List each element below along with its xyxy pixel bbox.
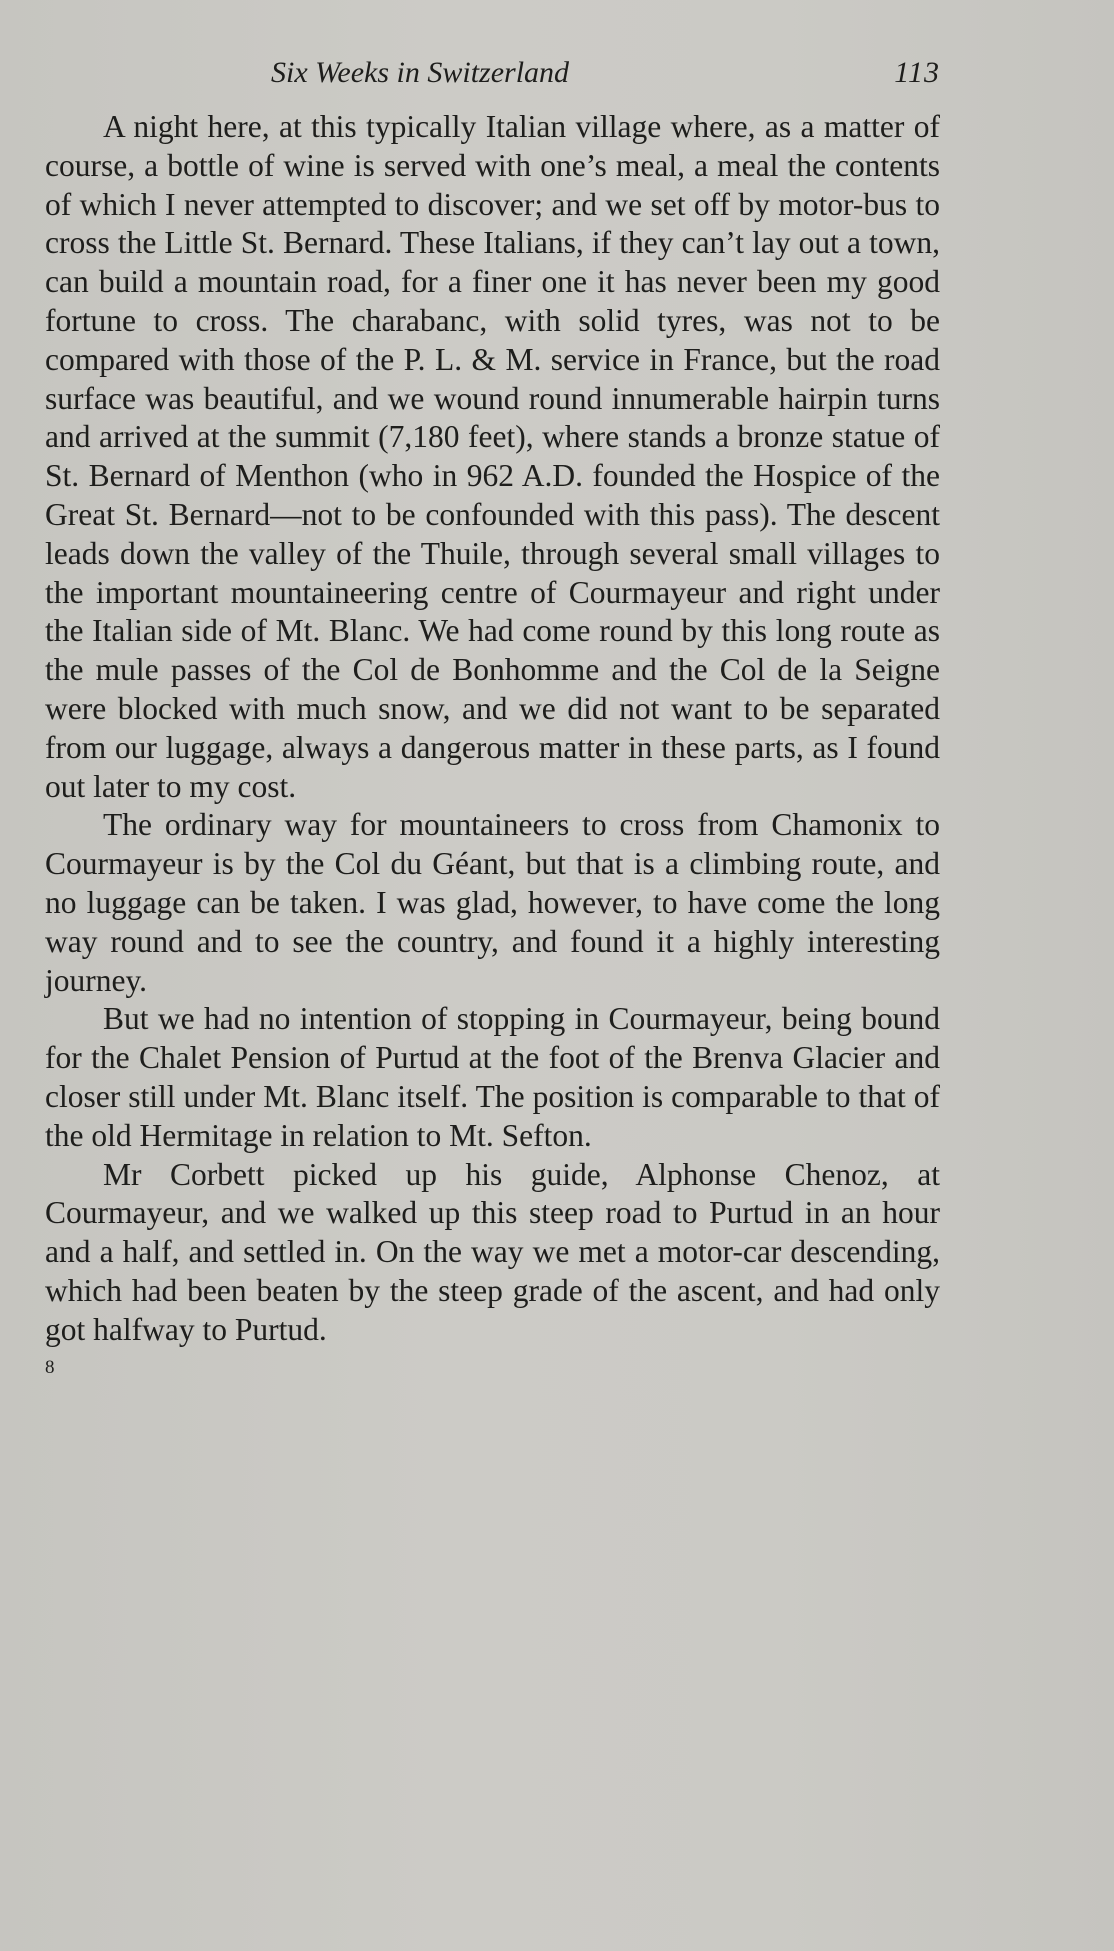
signature-mark: 8 [45, 1356, 55, 1378]
body-text [45, 108, 940, 1350]
paragraph: A night here, at this typically Italian village where, as a matter of course, a bottle of wine is served with one’s meal, a meal the contents of which I never attempted to discover; and we set off by motor-bus to cross the Little St. Bernard. These Italians, if they can’t lay out a town, can build a mountain road, for a finer one it has never been my good fortune to cross. The charabanc, with solid tyres, was not to be compared with those of the P. L. & M. service in France, but the road surface was beautiful, and we wound round innumerable hairpin turns and arrived at the summit (7,180 feet), where stands a bronze statue of St. Bernard of Menthon (who in 962 A.D. founded the Hospice of the Great St. Bernard—not to be confounded with this pass). The descent leads down the valley of the Thuile, through several small villages to the important mountaineering centre of Courmayeur and right under the Italian side of Mt. Blanc. We had come round by this long route as the mule passes of the Col de Bonhomme and the Col de la Seigne were blocked with much snow, and we did not want to be separated from our luggage, always a dangerous matter in these parts, as I found out later to my cost. [45, 109, 940, 804]
running-head [45, 52, 940, 94]
paragraph: But we had no intention of stopping in Courmayeur, being bound for the Chalet Pension of Purtud at the foot of the Brenva Glacier and closer still under Mt. Blanc itself. The position is comparable to that of the old Hermitage in relation to Mt. Sefton. [45, 1001, 940, 1153]
paragraph: Mr Corbett picked up his guide, Alphonse Chenoz, at Courmayeur, and we walked up this steep road to Purtud in an hour and a half, and settled in. On the way we met a motor-car descending, which had been beaten by the steep grade of the ascent, and had only got halfway to Purtud. [45, 1156, 940, 1347]
page-number: 113 [894, 56, 940, 89]
running-title: Six Weeks in Switzerland [271, 56, 570, 89]
paragraph: The ordinary way for mountaineers to cross from Chamonix to Courmayeur is by the Col du Géant, but that is a climbing route, and no luggage can be taken. I was glad, however, to have come the long way round and to see the country, and found it a highly interesting journey. [45, 807, 940, 998]
